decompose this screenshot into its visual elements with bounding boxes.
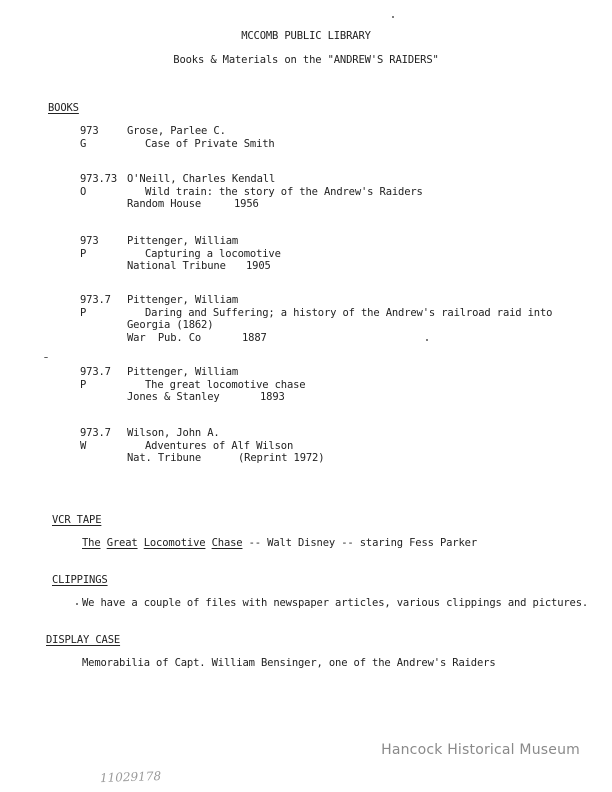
book-title: Daring and Suffering; a history of the Andrew's railroad raid into bbox=[145, 307, 553, 319]
vcr-title-word: The bbox=[82, 537, 101, 549]
call-number: 973.7 bbox=[80, 294, 111, 306]
cutter-letter: P bbox=[80, 307, 87, 319]
clippings-text: We have a couple of files with newspaper articles, various clippings and pictures. bbox=[82, 597, 589, 609]
call-number: 973 bbox=[80, 125, 99, 137]
book-author: Wilson, John A. bbox=[127, 427, 220, 439]
book-title: Capturing a locomotive bbox=[145, 248, 281, 260]
vcr-title-word: Locomotive bbox=[143, 537, 206, 549]
cutter-letter: P bbox=[80, 248, 87, 260]
display-case-text: Memorabilia of Capt. William Bensinger, one of the Andrew's Raiders bbox=[82, 657, 496, 669]
book-publisher: Random House bbox=[127, 198, 202, 210]
scan-speck bbox=[392, 16, 394, 18]
vcr-title-word: Chase bbox=[211, 537, 243, 549]
cutter-letter: G bbox=[80, 138, 87, 150]
book-year: 1893 bbox=[260, 391, 285, 403]
book-title: Adventures of Alf Wilson bbox=[145, 440, 294, 452]
book-title: Case of Private Smith bbox=[145, 138, 275, 150]
book-title: Wild train: the story of the Andrew's Raiders bbox=[145, 186, 423, 198]
book-author: Pittenger, William bbox=[127, 235, 239, 247]
call-number: 973.7 bbox=[80, 427, 111, 439]
scan-speck bbox=[426, 339, 428, 341]
book-year: (Reprint 1972) bbox=[238, 452, 325, 464]
book-publisher: Jones & Stanley bbox=[127, 391, 220, 403]
scan-speck bbox=[44, 357, 48, 358]
document-subtitle: Books & Materials on the "ANDREW'S RAIDERS" bbox=[173, 54, 439, 66]
vcr-tape-heading: VCR TAPE bbox=[52, 514, 102, 526]
cutter-letter: P bbox=[80, 379, 87, 391]
vcr-tape-entry bbox=[82, 537, 477, 549]
cutter-letter: O bbox=[80, 186, 87, 198]
call-number: 973.73 bbox=[80, 173, 118, 185]
book-year: 1956 bbox=[234, 198, 259, 210]
clippings-heading: CLIPPINGS bbox=[52, 574, 108, 586]
cutter-letter: W bbox=[80, 440, 87, 452]
book-publisher: National Tribune bbox=[127, 260, 226, 272]
vcr-tape-details: -- Walt Disney -- staring Fess Parker bbox=[242, 537, 477, 549]
call-number: 973 bbox=[80, 235, 99, 247]
scan-speck bbox=[76, 603, 78, 605]
book-title: The great locomotive chase bbox=[145, 379, 306, 391]
library-title: MCCOMB PUBLIC LIBRARY bbox=[241, 30, 371, 42]
book-year: 1905 bbox=[246, 260, 271, 272]
book-author: O'Neill, Charles Kendall bbox=[127, 173, 276, 185]
book-author: Pittenger, William bbox=[127, 294, 239, 306]
book-title-continued: Georgia (1862) bbox=[127, 319, 214, 331]
book-author: Grose, Parlee C. bbox=[127, 125, 226, 137]
handwritten-note: 11029178 bbox=[99, 768, 162, 786]
book-author: Pittenger, William bbox=[127, 366, 239, 378]
display-case-heading: DISPLAY CASE bbox=[46, 634, 121, 646]
vcr-title-word: Great bbox=[106, 537, 138, 549]
book-year: 1887 bbox=[242, 332, 267, 344]
book-publisher: Nat. Tribune bbox=[127, 452, 202, 464]
museum-watermark: Hancock Historical Museum bbox=[381, 742, 580, 758]
call-number: 973.7 bbox=[80, 366, 111, 378]
book-publisher: War Pub. Co bbox=[127, 332, 202, 344]
books-heading: BOOKS bbox=[48, 102, 79, 114]
